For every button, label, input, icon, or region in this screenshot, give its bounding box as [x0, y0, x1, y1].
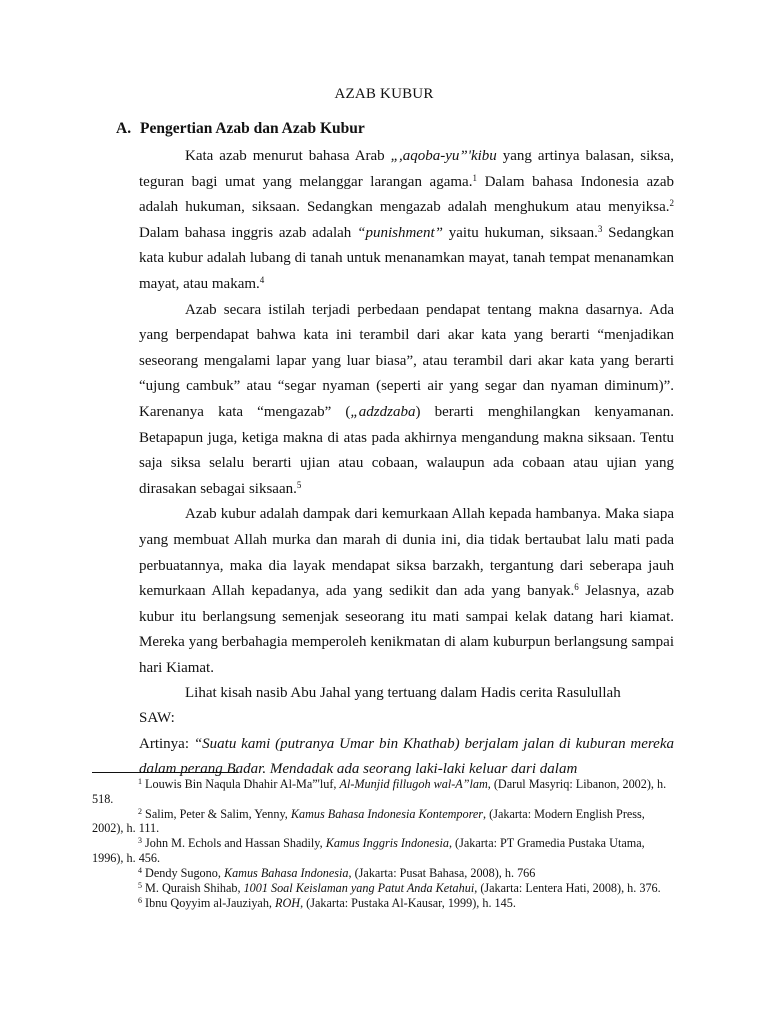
footnote-text: , (Jakarta: Pustaka Al-Kausar, 1999), h. 145. — [300, 896, 516, 911]
footnote-3 — [92, 836, 674, 865]
body-text — [139, 144, 674, 783]
footnote-ref: 4 — [259, 274, 265, 285]
italic-term: “punishment” — [357, 224, 443, 241]
page-title: AZAB KUBUR — [334, 86, 434, 102]
footnote-title: Kamus Inggris Indonesia — [325, 836, 449, 851]
text-run: ) berarti menghilangkan kenyamanan. Betapapun juga, ketiga makna di atas pada akhirnya mengandung makna siksaan. Tentu saja siksa selalu berarti ujian atau cobaan, walaupun ada cobaan atau ujian yang dirasakan sebagai siksaan. — [139, 403, 674, 497]
footnote-text: John M. Echols and Hassan Shadily, — [142, 836, 326, 851]
paragraph-5 — [139, 732, 674, 783]
paragraph-1 — [139, 144, 674, 298]
italic-term: „,aqoba-yu”'kibu — [390, 148, 497, 164]
section-heading-text: Pengertian Azab dan Azab Kubur — [140, 120, 365, 137]
footnote-number: 4 — [138, 866, 142, 876]
footnote-text: , (Jakarta: PT Gramedia Pustaka Utama, 1996), h. 456. — [92, 836, 645, 865]
footnote-divider — [92, 772, 238, 773]
paragraph-3 — [139, 502, 674, 681]
footnote-number: 2 — [138, 806, 142, 816]
section-heading — [116, 120, 365, 138]
footnote-2 — [92, 807, 674, 836]
footnote-title: 1001 Soal Keislaman yang Patut Anda Ketahui — [243, 881, 475, 896]
text-run: Kata azab menurut bahasa Arab — [185, 148, 391, 164]
italic-term: „adzdzaba — [350, 403, 416, 420]
footnote-text: Dendy Sugono, — [142, 866, 224, 881]
footnote-title: Kamus Bahasa Indonesia Kontemporer — [290, 806, 484, 821]
footnote-text: , (Darul Masyriq: Libanon, 2002), h. 518. — [92, 777, 667, 806]
footnote-number: 5 — [138, 881, 142, 891]
italic-quote: “Suatu kami (putranya Umar bin Khathab) berjalam jalan di kuburan mereka dalam perang Badar. Mendadak ada seorang laki-laki keluar dari dalam — [139, 735, 674, 778]
footnote-ref: 2 — [669, 198, 674, 209]
text-run: yaitu hukuman, siksaan. — [442, 224, 598, 241]
footnote-title: Kamus Bahasa Indonesia — [223, 866, 349, 881]
paragraph-4-continued: SAW: — [139, 710, 175, 727]
footnote-text: M. Quraish Shihab, — [142, 881, 244, 896]
footnote-6 — [92, 896, 674, 911]
paragraph-2 — [139, 298, 674, 503]
footnote-5 — [92, 881, 674, 896]
footnote-ref: 3 — [597, 223, 603, 234]
section-label: A. — [116, 120, 132, 137]
footnote-ref: 5 — [296, 479, 302, 490]
text-run: yang artinya balasan, siksa, teguran bagi umat yang melanggar larangan agama. — [139, 148, 675, 190]
footnote-number: 6 — [138, 896, 142, 906]
text-run: Azab secara istilah terjadi perbedaan pendapat tentang makna dasarnya. Ada yang berpendapat bahwa kata ini terambil dari akar kata yang berarti “menjadikan seseorang mengalami lapar yang luar biasa”, atau terambil dari akar kata yang berarti “ujung cambuk” atau “segar nyaman (seperti air yang segar dan nyaman diminum)”. Karenanya kata “mengazab” ( — [139, 301, 674, 420]
footnote-number: 3 — [138, 836, 142, 846]
text-run: Jelasnya, azab kubur itu berlangsung semenjak seseorang itu mati sampai kelak datang hari kiamat. Mereka yang berbahagia memperoleh kenikmatan di alam kuburpun berlangsung sampai hari Kiamat. — [139, 583, 674, 676]
footnote-text: , (Jakarta: Modern English Press, 2002), h. 111. — [92, 806, 645, 836]
footnote-ref: 1 — [472, 172, 477, 183]
footnote-ref: 6 — [574, 582, 579, 593]
text-run: Dalam bahasa Indonesia azab adalah hukuman, siksaan. Sedangkan mengazab adalah menghukum atau menyiksa. — [139, 173, 674, 216]
footnotes — [92, 777, 674, 911]
footnote-text: Ibnu Qoyyim al-Jauziyah, — [142, 896, 276, 911]
text-run: Dalam bahasa inggris azab adalah — [139, 224, 358, 241]
footnote-title: Al-Munjid fillugoh wal-A”lam — [339, 777, 488, 791]
footnote-title: ROH — [275, 896, 301, 911]
paragraph-4: Lihat kisah nasib Abu Jahal yang tertuang dalam Hadis cerita Rasulullah — [185, 685, 621, 702]
text-run: Artinya: — [139, 735, 194, 752]
footnote-number: 1 — [138, 777, 142, 786]
footnote-text: Salim, Peter & Salim, Yenny, — [142, 806, 291, 821]
footnote-4 — [92, 866, 674, 881]
footnote-text: , (Jakarta: Lentera Hati, 2008), h. 376. — [474, 881, 661, 896]
text-run: Sedangkan kata kubur adalah lubang di tanah untuk menanamkan mayat, tanah tempat menanamkan mayat, atau makam. — [139, 224, 674, 292]
footnote-1 — [92, 777, 674, 806]
footnote-text: Louwis Bin Naqula Dhahir Al-Ma”'luf, — [142, 777, 340, 791]
text-run: Azab kubur adalah dampak dari kemurkaan Allah kepada hambanya. Maka siapa yang membuat Allah murka dan marah di dunia ini, dia tidak bertaubat lalu mati pada perbuatannya, maka dia layak mendapat siksa barzakh, tergantung dari seberapa jauh kemurkaan Allah kepadanya, ada yang sedikit dan ada yang banyak. — [139, 506, 674, 600]
footnote-text: , (Jakarta: Pusat Bahasa, 2008), h. 766 — [348, 866, 536, 881]
